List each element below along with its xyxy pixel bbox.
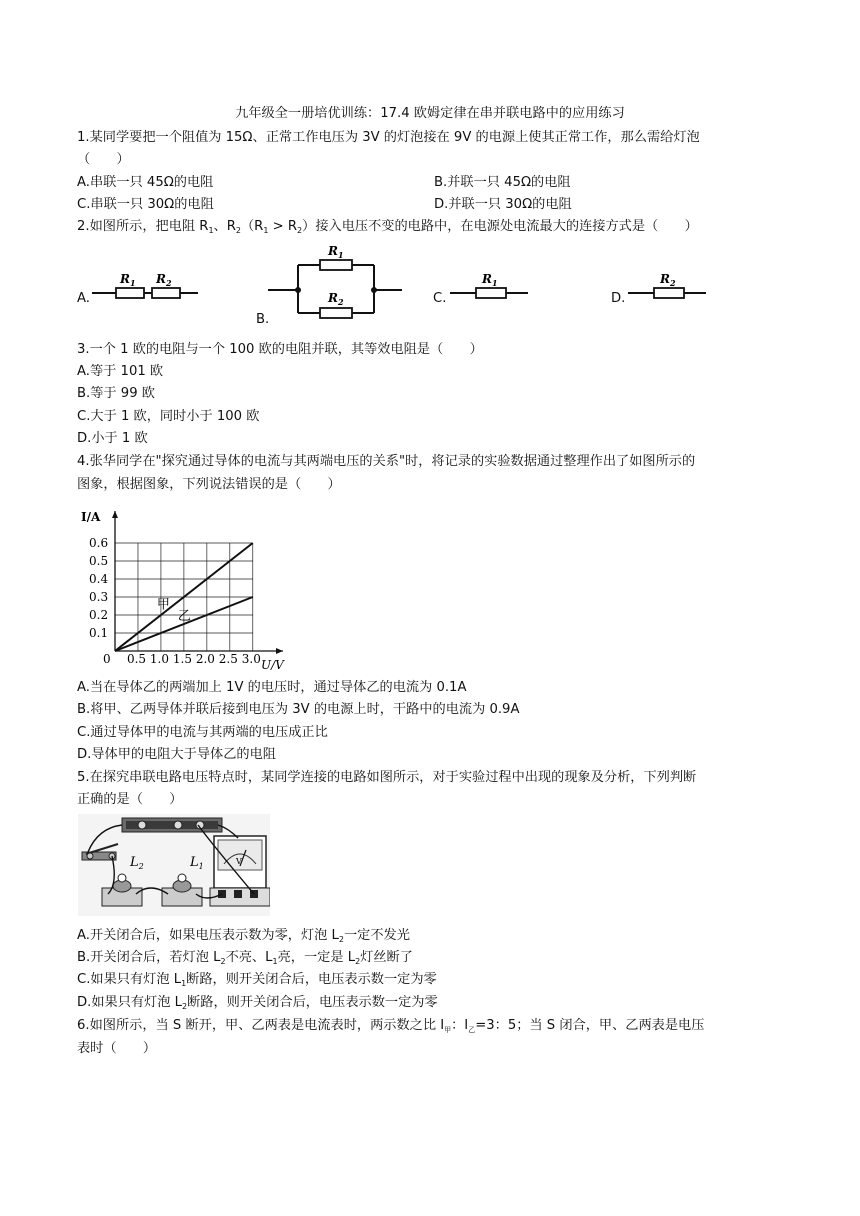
r1-label: $R_1$ <box>482 272 498 288</box>
q1-stem-line1: 1.某同学要把一个阻值为 15Ω、正常工作电压为 3V 的灯泡接在 9V 的电源上使其正常工作，那么需给灯泡 <box>77 130 700 145</box>
q5-sub: 1 <box>272 957 278 966</box>
q2-stem-text: 、R <box>213 219 236 234</box>
q6-stem-line2: 表时（ ） <box>77 1041 157 1056</box>
x-axis-label: U/V <box>261 658 284 672</box>
q5-sub: 2 <box>182 1002 188 1011</box>
r1-label: $R_1$ <box>328 244 344 260</box>
q2-figure-b-parallel <box>268 243 404 323</box>
q2-figure-c-r1 <box>450 268 530 304</box>
q2-figure-d-r2 <box>628 268 708 304</box>
q6-stem-text: 6.如图所示，当 S 断开，甲、乙两表是电流表时，两示数之比 I <box>77 1018 445 1033</box>
q5-sub: 2 <box>338 935 344 944</box>
y-tick-label: 0.4 <box>89 572 109 586</box>
q5-option-b-text: 灯丝断了 <box>360 950 413 965</box>
q3-option-c: C.大于 1 欧，同时小于 100 欧 <box>77 409 260 424</box>
q5-option-c-text: 断路，则开关闭合后，电压表示数一定为零 <box>186 972 437 987</box>
q4-option-d: D.导体甲的电阻大于导体乙的电阻 <box>77 747 276 762</box>
q5-option-a-text: 一定不发光 <box>344 928 410 943</box>
r2-label: $R_2$ <box>660 272 676 288</box>
q4-stem-line2: 图象，根据图象，下列说法错误的是（ ） <box>77 477 341 492</box>
q2-figure-a-series <box>90 268 200 304</box>
q6-stem-line1 <box>77 1017 704 1036</box>
q2-sub: 1 <box>263 226 269 235</box>
q2-label-d: D. <box>611 291 626 306</box>
q5-circuit-photo <box>78 814 270 916</box>
q2-stem-text: ）接入电压不变的电路中，在电源处电流最大的连接方式是（ ） <box>302 219 698 234</box>
r2-label: $R_2$ <box>328 291 344 307</box>
q6-stem-text: =3：5；当 S 闭合，甲、乙两表是电压 <box>475 1018 705 1033</box>
q5-stem-line1: 5.在探究串联电路电压特点时，某同学连接的电路如图所示，对于实验过程中出现的现象及分析，下列判断 <box>77 770 697 785</box>
x-tick-label: 3.0 <box>241 652 261 666</box>
q5-sub: 2 <box>220 957 226 966</box>
l2-label: $L_2$ <box>130 855 144 871</box>
x-axis-arrow <box>276 648 283 654</box>
x-tick-label: 1.5 <box>172 652 192 666</box>
q5-option-b <box>77 949 413 968</box>
series-label: 乙 <box>177 609 191 624</box>
chart-labels <box>81 510 285 672</box>
q5-option-b-text: 亮，一定是 L <box>277 950 356 965</box>
q4-option-a: A.当在导体乙的两端加上 1V 的电压时，通过导体乙的电流为 0.1A <box>77 680 467 695</box>
q1-stem-line2: （ ） <box>77 152 130 167</box>
y-axis-arrow <box>112 511 118 518</box>
q5-sub: 1 <box>181 979 187 988</box>
q5-option-d <box>77 994 438 1013</box>
q5-stem-line2: 正确的是（ ） <box>77 792 183 807</box>
r2-label: $R_2$ <box>156 272 172 288</box>
q5-option-a <box>77 927 410 946</box>
r1-label: $R_1$ <box>120 272 136 288</box>
q2-stem-text: > R <box>268 219 298 234</box>
q4-stem-line1: 4.张华同学在"探究通过导体的电流与其两端电压的关系"时，将记录的实验数据通过整理作出了如图所示的 <box>77 454 696 469</box>
x-tick-label: 2.0 <box>195 652 215 666</box>
x-tick-label: 1.0 <box>149 652 170 666</box>
q5-option-a-text: A.开关闭合后，如果电压表示数为零，灯泡 L <box>77 928 339 943</box>
x-tick-label: 0.5 <box>126 652 147 666</box>
q5-option-d-text: 断路，则开关闭合后，电压表示数一定为零 <box>187 995 438 1010</box>
y-tick-label: 0.1 <box>89 626 109 640</box>
q2-label-a: A. <box>77 291 90 306</box>
q2-sub: 1 <box>208 226 214 235</box>
q2-sub: 2 <box>297 226 303 235</box>
q5-option-d-text: D.如果只有灯泡 L <box>77 995 183 1010</box>
q5-option-c-text: C.如果只有灯泡 L <box>77 972 182 987</box>
x-tick-label: 2.5 <box>218 652 238 666</box>
q4-option-c: C.通过导体甲的电流与其两端的电压成正比 <box>77 725 328 740</box>
q4-option-b: B.将甲、乙两导体并联后接到电压为 3V 的电源上时，干路中的电流为 0.9A <box>77 702 520 717</box>
page-title: 九年级全一册培优训练：17.4 欧姆定律在串并联电路中的应用练习 <box>235 106 625 121</box>
voltmeter-label: V <box>236 857 242 866</box>
y-axis-label: I/A <box>81 510 101 524</box>
battery-box <box>122 818 222 832</box>
q2-sub: 2 <box>235 226 241 235</box>
q1-option-d: D.并联一只 30Ω的电阻 <box>434 197 572 212</box>
q2-label-c: C. <box>433 291 447 306</box>
iu-graph <box>75 505 285 673</box>
q3-option-a: A.等于 101 欧 <box>77 364 164 379</box>
y-tick-label: 0.3 <box>89 590 109 604</box>
q5-sub: 2 <box>355 957 361 966</box>
q6-sub: 甲 <box>444 1026 452 1034</box>
q6-stem-text: ：I <box>451 1018 469 1033</box>
y-tick-label: 0.6 <box>89 536 109 550</box>
q3-option-b: B.等于 99 欧 <box>77 386 155 401</box>
q5-option-c <box>77 971 437 990</box>
y-tick-label: 0.2 <box>89 608 109 622</box>
q6-sub: 乙 <box>468 1026 476 1034</box>
q2-stem-text: （R <box>240 219 264 234</box>
origin-label: 0 <box>103 652 111 666</box>
q2-stem-text: 2.如图所示，把电阻 R <box>77 219 209 234</box>
q5-option-b-text: B.开关闭合后，若灯泡 L <box>77 950 221 965</box>
q1-option-c: C.串联一只 30Ω的电阻 <box>77 197 214 212</box>
q3-option-d: D.小于 1 欧 <box>77 431 148 446</box>
l1-label: $L_1$ <box>190 855 204 871</box>
q2-label-b: B. <box>256 312 270 327</box>
q5-option-b-text: 不亮、L <box>225 950 273 965</box>
q1-option-a: A.串联一只 45Ω的电阻 <box>77 175 214 190</box>
q2-stem <box>77 218 698 237</box>
series-label: 甲 <box>156 597 170 613</box>
y-tick-label: 0.5 <box>89 554 109 568</box>
q3-stem: 3.一个 1 欧的电阻与一个 100 欧的电阻并联，其等效电阻是（ ） <box>77 342 483 357</box>
q1-option-b: B.并联一只 45Ω的电阻 <box>434 175 571 190</box>
